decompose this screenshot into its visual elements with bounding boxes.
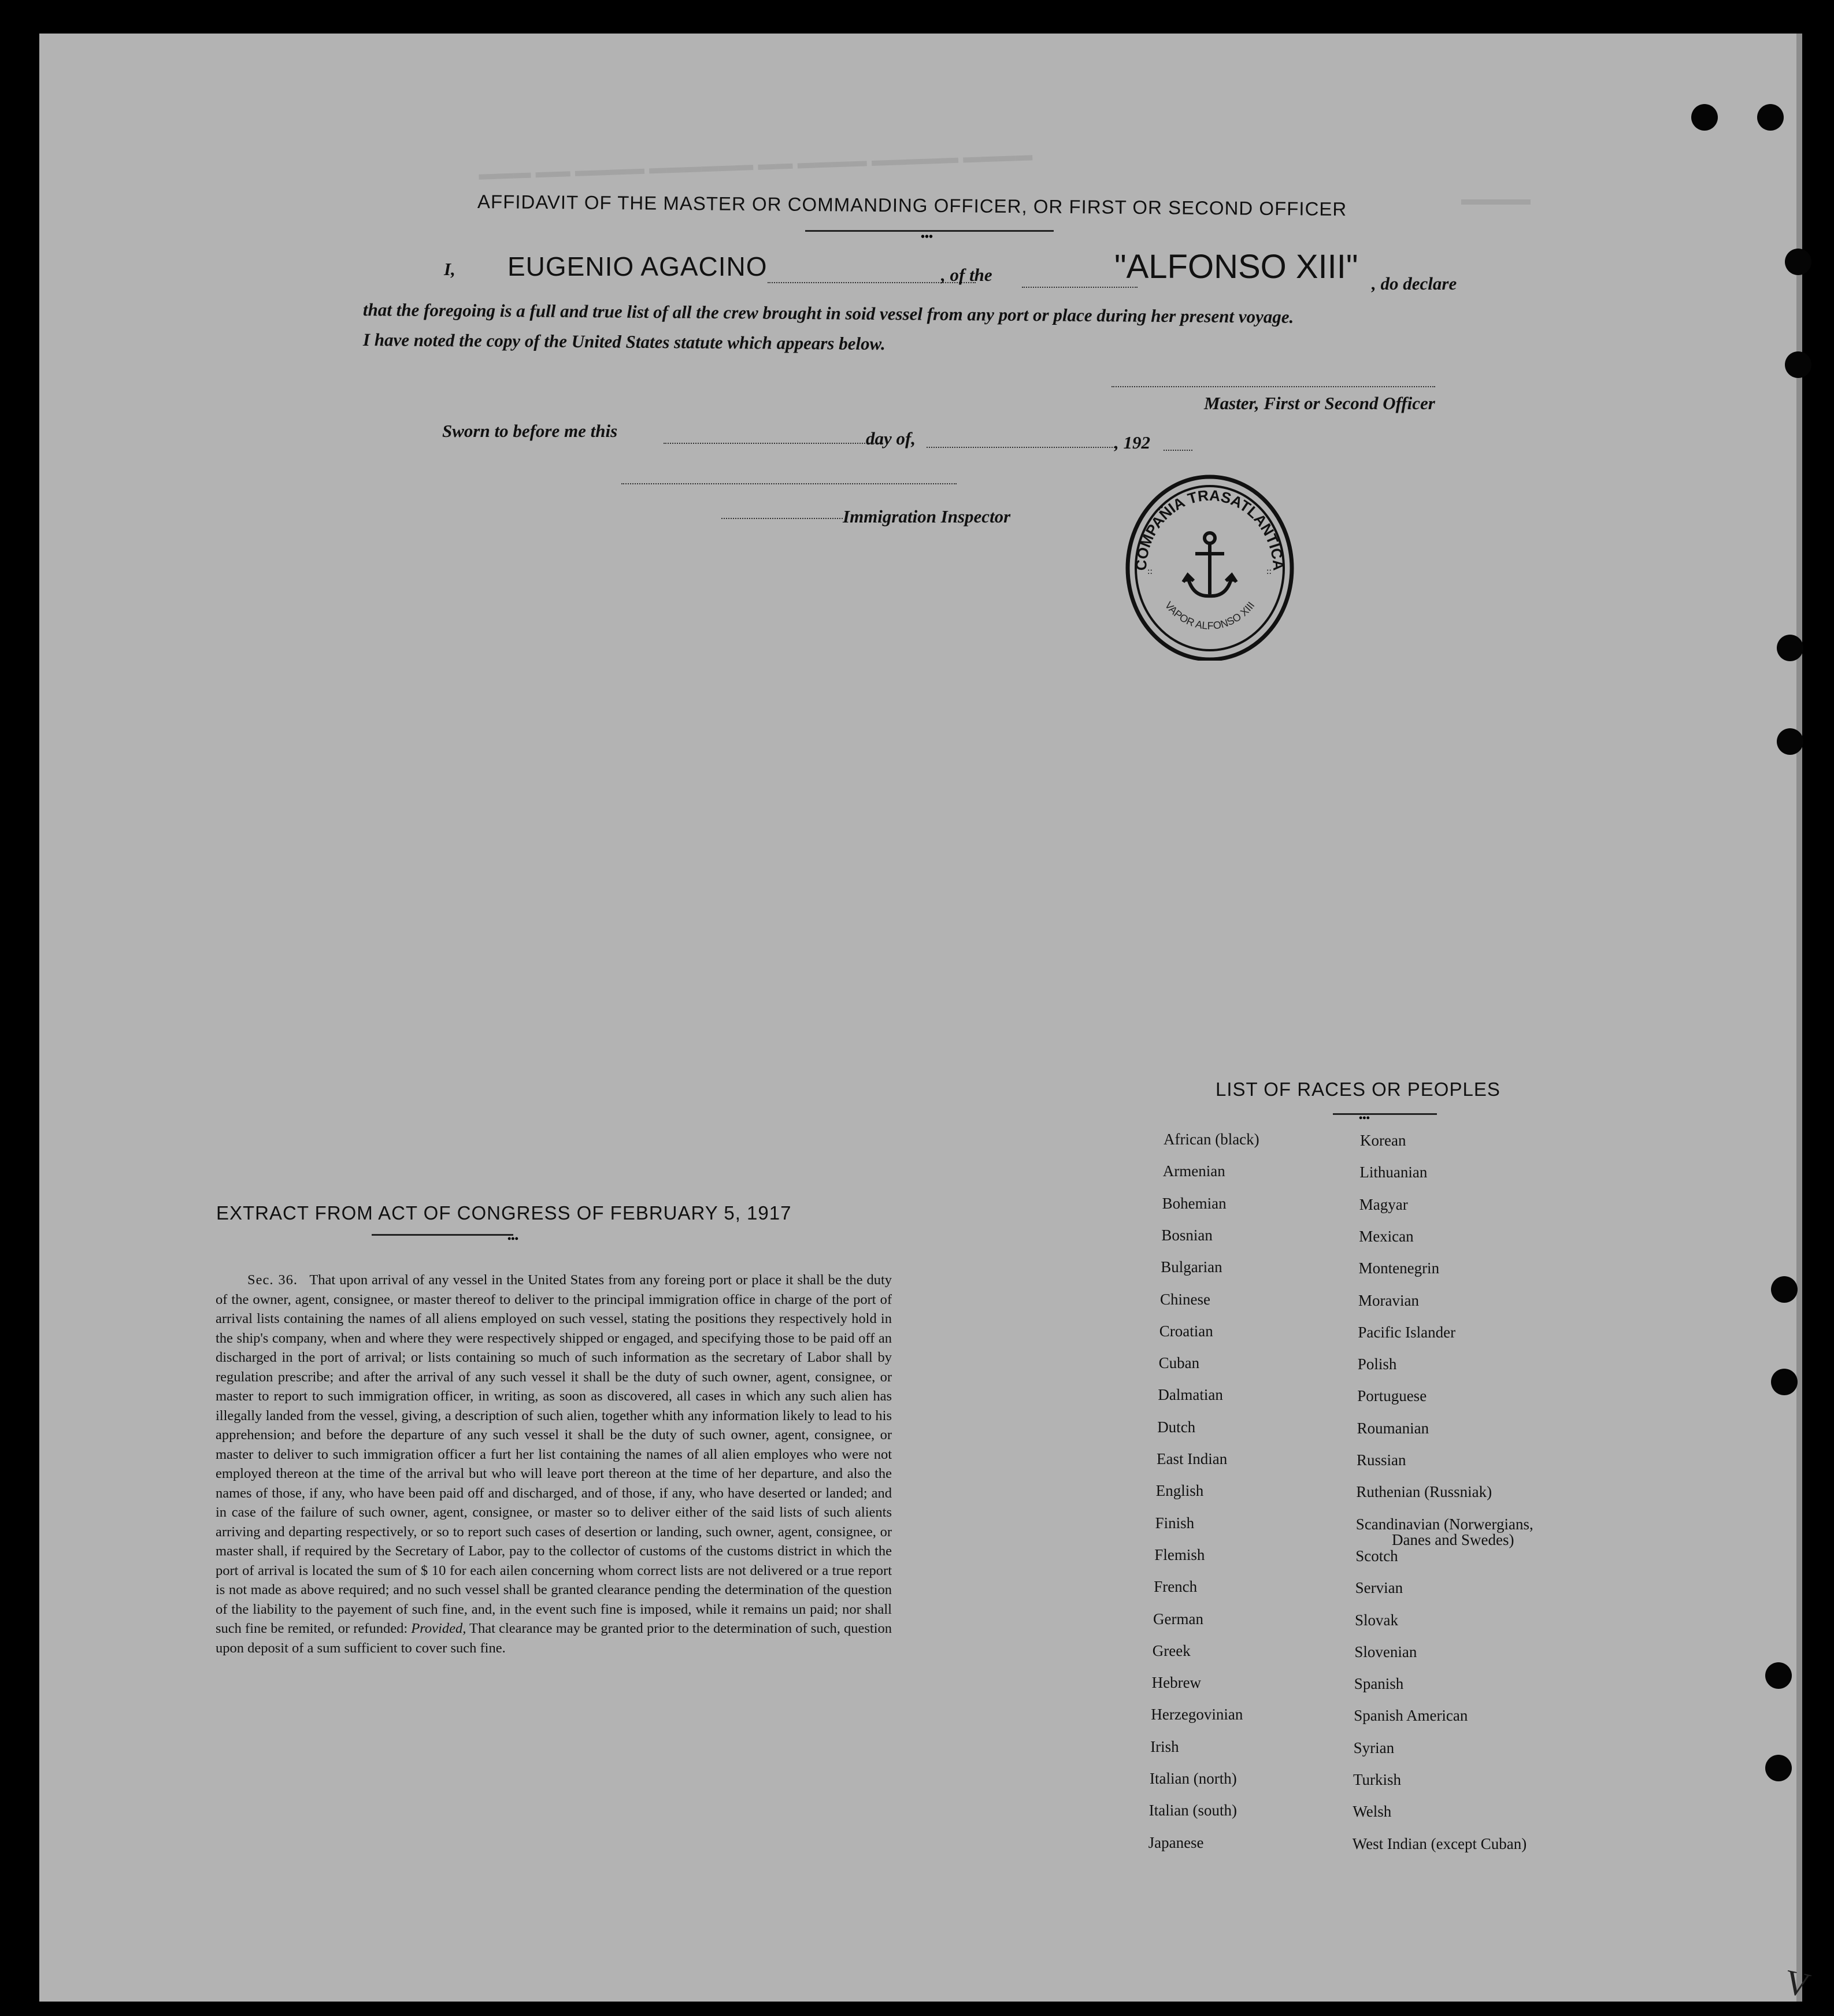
do-declare-label: , do declare [1372, 273, 1457, 294]
race-item: Finish [1155, 1514, 1195, 1532]
race-item: Scotch [1355, 1547, 1398, 1565]
sworn-day-line [664, 443, 883, 444]
sworn-label: Sworn to before me this [442, 421, 618, 441]
race-item: Hebrew [1151, 1674, 1202, 1692]
stamp-bottom-text: VAPOR ALFONSO XIII [1162, 599, 1257, 632]
race-item: Montenegrin [1358, 1259, 1440, 1277]
race-item: Syrian [1353, 1739, 1395, 1756]
i-label: I, [444, 259, 455, 279]
races-title-ornament: ••• [1359, 1112, 1370, 1124]
race-item: Portuguese [1357, 1387, 1427, 1405]
race-item: Greek [1152, 1641, 1191, 1659]
page-fold [1796, 34, 1802, 2002]
extract-title-rule [372, 1234, 513, 1236]
race-item: Dutch [1157, 1418, 1196, 1436]
signature-line [1111, 386, 1435, 387]
race-item: Bohemian [1162, 1194, 1227, 1212]
race-item: Chinese [1160, 1290, 1210, 1308]
signature-caption: Master, First or Second Officer [1204, 393, 1435, 413]
punch-hole [1777, 635, 1803, 661]
title-ornament: ••• [921, 231, 933, 243]
race-item: Spanish [1354, 1675, 1404, 1693]
races-title: LIST OF RACES OR PEOPLES [1216, 1079, 1500, 1100]
inspector-line [721, 518, 843, 519]
extract-title: EXTRACT FROM ACT OF CONGRESS OF FEBRUARY 5, 1917 [216, 1202, 792, 1224]
race-item: Dalmatian [1158, 1386, 1223, 1404]
of-the-label: , of the [941, 265, 992, 285]
vessel-line [1022, 287, 1138, 288]
race-item: Polish [1357, 1355, 1397, 1373]
race-item: Slovenian [1354, 1643, 1417, 1661]
check-mark: V [1781, 1962, 1814, 2005]
punch-hole [1771, 1276, 1798, 1303]
stamp-dots: :: [1147, 566, 1153, 576]
race-item: English [1155, 1482, 1204, 1500]
race-item: Flemish [1154, 1546, 1205, 1563]
race-item: East Indian [1157, 1450, 1228, 1467]
stamp-dots: :: [1266, 566, 1272, 576]
year-label: , 192 [1114, 432, 1150, 453]
race-item: German [1153, 1610, 1203, 1628]
race-item: Croatian [1159, 1322, 1213, 1340]
race-item: Roumanian [1357, 1419, 1429, 1437]
punch-hole [1691, 104, 1718, 131]
race-item: Servian [1355, 1579, 1403, 1597]
race-item: Russian [1357, 1451, 1406, 1469]
race-item: Bulgarian [1161, 1258, 1222, 1276]
race-item: Lithuanian [1359, 1163, 1428, 1181]
punch-hole [1777, 728, 1803, 755]
race-item: Magyar [1359, 1195, 1408, 1213]
punch-hole [1785, 249, 1811, 275]
provided-label: Provided, [411, 1621, 466, 1636]
stamp-top-text: COMPAÑIA TRASATLANTICA [1132, 486, 1288, 572]
race-item: French [1154, 1578, 1198, 1596]
race-item: Pacific Islander [1358, 1323, 1456, 1341]
race-item: Spanish American [1354, 1707, 1468, 1725]
races-title-rule [1333, 1113, 1437, 1115]
race-item: African (black) [1164, 1131, 1259, 1148]
bleed-through-text: ▬▬▬ ▬▬ ▬▬▬▬ ▬▬▬▬▬▬ ▬▬ ▬▬▬▬ ▬▬▬▬▬ ▬▬▬▬ [478, 145, 1033, 184]
bleed-through-text: ▬▬▬▬ [1461, 190, 1531, 209]
punch-hole [1785, 351, 1811, 378]
punch-hole [1757, 104, 1784, 131]
race-item: Italian (south) [1148, 1802, 1238, 1819]
extract-text-end: That clearance may be granted prior to the determination of such, question upon deposit of a sum sufficient to cover such fine. [216, 1621, 892, 1656]
race-item: Armenian [1162, 1162, 1225, 1180]
race-item: Ruthenian (Russniak) [1356, 1483, 1492, 1501]
punch-hole [1771, 1369, 1798, 1395]
race-item: Japanese [1148, 1833, 1204, 1851]
punch-hole [1765, 1662, 1792, 1689]
race-item: Bosnian [1161, 1226, 1213, 1244]
race-item: Herzegovinian [1151, 1706, 1243, 1724]
inspector-caption: Immigration Inspector [843, 506, 1011, 527]
race-item: Turkish [1353, 1771, 1402, 1788]
sec-label: Sec. 36. [247, 1272, 298, 1288]
year-line [1164, 450, 1192, 451]
race-item: Slovak [1355, 1611, 1399, 1629]
day-of-label: day of, [866, 428, 916, 449]
vessel-name: "ALFONSO XIII" [1114, 248, 1358, 286]
anchor-icon [1183, 533, 1236, 596]
company-stamp [1123, 470, 1296, 661]
month-line [927, 447, 1117, 448]
extract-text: That upon arrival of any vessel in the United States from any foreing port or place it shall be the duty of the owner, agent, consignee, or master thereof to deliver to the principal immigration office in charge of the port of arrival lists containing the names of all aliens employed on such vessel, stating the positions they respectively hold in the ship's company, when and where they were respectively shipped or engaged, and specifying those to be paid off an discharged in the port of arrival; or lists containing so much of such information as the secretary of Labor shall by regulation prescribe; and after the arrival of any such vessel it shall be the duty of such owner, agent, consignee, or master to report to such immigration officer, in writing, as soon as discovered, all cases in which any such alien has illegally landed from the vessel, giving, a description of such alien, together whith any information likely to lead to his apprehension; and before the departure of any such vessel it shall be the duty of such owner, agent, consignee, or master to deliver to such immigration officer a furt her list containing the names of all alien employes who were not employed thereon at the time of the arrival but who will leave port thereon at the time of her departure, and also the names of those, if any, who have been paid off and discharged, and of those, if any, who have deserted or landed; and in case of the failure of such owner, agent, consignee, or master so to deliver either of the said lists of such alients arriving and departing respectively, or so to report such cases of desertion or landing, such owner, agent, consignee, or master shall, if required by the Secretary of Labor, pay to the collector of customs of the customs district in which the port of arrival is located the sum of $ 10 for each ailen concerning whom correct lists are not delivered or a true report is not made as above required; and no such vessel shall be granted clearance pending the determination of the question of the liability to the payement of such fine, and, in the event such fine is imposed, while it remains un paid; nor shall such fine be remited, or refunded: [216, 1272, 892, 1636]
race-item: Scandinavian (Norwergians, [1355, 1515, 1533, 1533]
affidavit-title: AFFIDAVIT OF THE MASTER OR COMMANDING OFFICER, OR FIRST OR SECOND OFFICER [477, 191, 1347, 220]
affidavit-line-3: I have noted the copy of the United States statute which appears below. [362, 329, 885, 354]
race-item: Korean [1360, 1132, 1406, 1149]
extract-body [216, 1270, 892, 1658]
race-item: Moravian [1358, 1291, 1419, 1309]
race-item: Irish [1150, 1737, 1179, 1755]
race-item: Welsh [1353, 1803, 1392, 1821]
document-sheet [39, 34, 1814, 2005]
race-item: Mexican [1359, 1227, 1414, 1245]
inspector-signature-line [621, 483, 957, 484]
race-item: Italian (north) [1150, 1770, 1237, 1787]
punch-hole [1765, 1755, 1792, 1781]
extract-title-ornament: ••• [507, 1233, 518, 1244]
affidavit-line-2: that the foregoing is a full and true list of all the crew brought in soid vessel from any port or place during her present voyage. [362, 299, 1294, 327]
race-item: Cuban [1158, 1354, 1200, 1372]
race-item: West Indian (except Cuban) [1352, 1835, 1527, 1852]
race-item-continuation: Danes and Swedes) [1392, 1530, 1514, 1548]
officer-name: EUGENIO AGACINO [507, 251, 768, 281]
